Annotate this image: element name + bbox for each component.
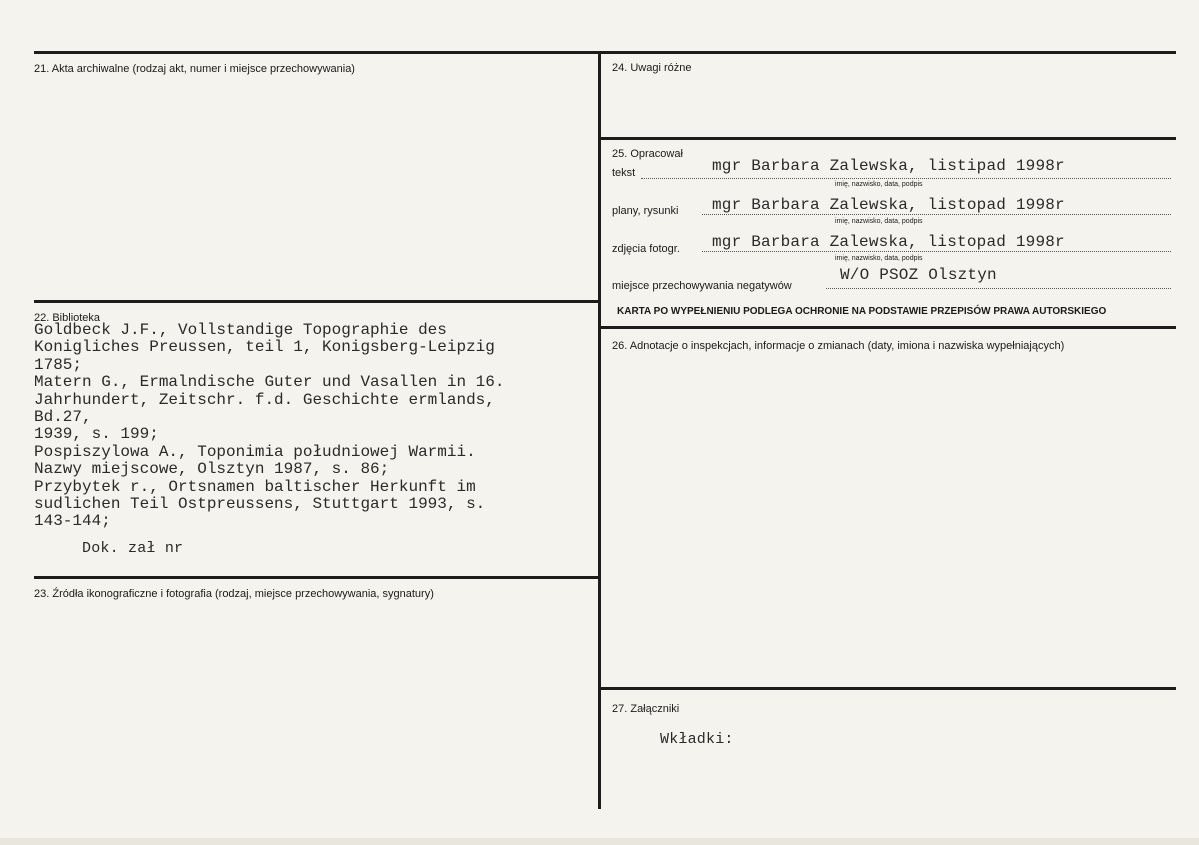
bibliography-line: Bd.27, [34, 408, 92, 427]
section-26-label: 26. Adnotacje o inspekcjach, informacje o zmianach (daty, imiona i nazwiska wypełniających) [612, 340, 1065, 352]
text-author-caption: imię, nazwisko, data, podpis [835, 181, 923, 188]
bibliography-line: 143-144; [34, 512, 111, 531]
text-author-line [641, 178, 1171, 179]
bibliography-line: Pospiszylowa A., Toponimia południowej Warmii. [34, 442, 476, 461]
plans-author-value: mgr Barbara Zalewska, listopad 1998r [712, 196, 1065, 214]
text-author-label: tekst [612, 167, 636, 179]
scan-bottom-edge [0, 838, 1199, 845]
center-divider-line [598, 51, 601, 809]
bibliography-line: Matern G., Ermalndische Guter und Vasallen in 16. [34, 373, 505, 392]
top-border-line [34, 51, 1176, 54]
divider-24-25 [600, 137, 1176, 140]
divider-26-27 [600, 687, 1176, 690]
bibliography-line: Goldbeck J.F., Vollstandige Topographie des [34, 321, 447, 339]
negatives-location-label: miejsce przechowywania negatywów [612, 280, 792, 292]
divider-25-26 [600, 326, 1176, 329]
negatives-location-value: W/O PSOZ Olsztyn [840, 266, 997, 284]
inserts-label: Wkładki: [660, 731, 734, 748]
photos-author-label: zdjęcia fotogr. [612, 243, 680, 255]
section-23-label: 23. Źródła ikonograficzne i fotografia (rodzaj, miejsce przechowywania, sygnatury) [34, 588, 434, 600]
attachment-note: Dok. zał nr [82, 540, 184, 557]
copyright-note: KARTA PO WYPEŁNIENIU PODLEGA OCHRONIE NA PODSTAWIE PRZEPISÓW PRAWA AUTORSKIEGO [617, 306, 1107, 317]
bibliography-line: Jahrhundert, Zeitschr. f.d. Geschichte ermlands, [34, 390, 495, 409]
section-22-label: 22. Biblioteka [34, 312, 101, 324]
section-25-label: 25. Opracował [612, 148, 683, 160]
bibliography-list [34, 322, 504, 531]
bibliography-line: Przybytek r., Ortsnamen baltischer Herkunft im [34, 477, 476, 496]
divider-21-22 [34, 300, 600, 303]
plans-author-caption: imię, nazwisko, data, podpis [835, 218, 923, 225]
bibliography-line: 1785; [34, 355, 83, 374]
plans-author-label: plany, rysunki [612, 205, 679, 217]
photos-author-caption: imię, nazwisko, data, podpis [835, 255, 923, 262]
bibliography-line: Konigliches Preussen, teil 1, Konigsberg-Leipzig [34, 338, 495, 357]
section-27-label: 27. Załączniki [612, 703, 680, 715]
plans-author-line [702, 214, 1171, 215]
section-24-label: 24. Uwagi różne [612, 62, 692, 74]
photos-author-line [702, 251, 1171, 252]
bibliography-line: Nazwy miejscowe, Olsztyn 1987, s. 86; [34, 460, 390, 479]
text-author-value: mgr Barbara Zalewska, listipad 1998r [712, 157, 1065, 175]
bibliography-line: 1939, s. 199; [34, 425, 159, 444]
negatives-location-line [826, 288, 1171, 289]
bibliography-line: sudlichen Teil Ostpreussens, Stuttgart 1993, s. [34, 495, 486, 514]
divider-22-23 [34, 576, 600, 579]
photos-author-value: mgr Barbara Zalewska, listopad 1998r [712, 233, 1065, 251]
section-21-label: 21. Akta archiwalne (rodzaj akt, numer i miejsce przechowywania) [34, 63, 355, 75]
